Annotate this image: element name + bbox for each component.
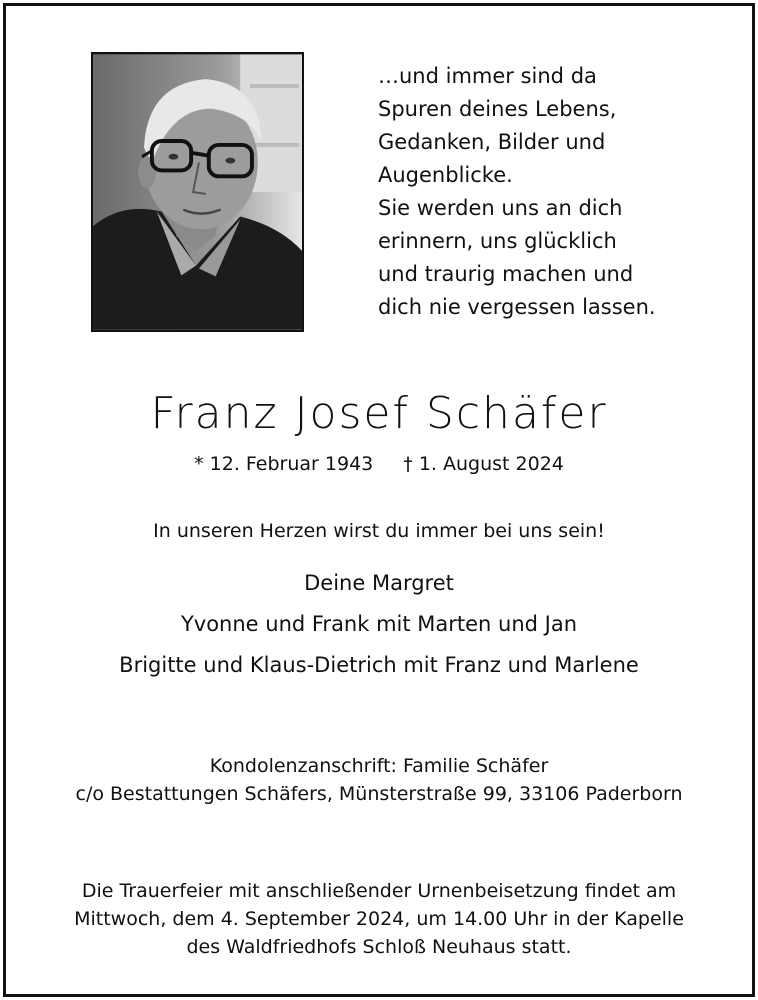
service-line: Die Trauerfeier mit anschließender Urnenbeisetzung findet am bbox=[81, 880, 677, 902]
poem-line: erinnern, uns glücklich bbox=[378, 229, 617, 253]
death-date: † 1. August 2024 bbox=[403, 453, 564, 475]
mourner-line: Yvonne und Frank mit Marten und Jan bbox=[180, 612, 578, 636]
poem bbox=[378, 60, 708, 324]
poem-line: Gedanken, Bilder und bbox=[378, 130, 606, 154]
address-line: Kondolenzanschrift: Familie Schäfer bbox=[209, 755, 549, 777]
mourner-line: Brigitte und Klaus-Dietrich mit Franz und Marlene bbox=[119, 653, 639, 677]
life-dates bbox=[0, 453, 758, 475]
motto: In unseren Herzen wirst du immer bei uns sein! bbox=[153, 520, 605, 542]
poem-line: Sie werden uns an dich bbox=[378, 196, 623, 220]
poem-line: und traurig machen und bbox=[378, 262, 634, 286]
portrait-photo bbox=[91, 52, 304, 332]
poem-line: …und immer sind da bbox=[378, 64, 597, 88]
poem-line: Augenblicke. bbox=[378, 163, 513, 187]
mourners-list bbox=[0, 563, 758, 686]
mourner-line: Deine Margret bbox=[304, 571, 454, 595]
condolence-address bbox=[0, 752, 758, 808]
portrait-image bbox=[93, 54, 302, 330]
funeral-service-info bbox=[0, 877, 758, 961]
service-line: des Waldfriedhofs Schloß Neuhaus statt. bbox=[186, 936, 572, 958]
deceased-name: Franz Josef Schäfer bbox=[150, 388, 608, 439]
service-line: Mittwoch, dem 4. September 2024, um 14.00 Uhr in der Kapelle bbox=[74, 908, 684, 930]
birth-date: * 12. Februar 1943 bbox=[194, 453, 374, 475]
poem-line: Spuren deines Lebens, bbox=[378, 97, 617, 121]
address-line: c/o Bestattungen Schäfers, Münsterstraße 99, 33106 Paderborn bbox=[75, 783, 683, 805]
poem-line: dich nie vergessen lassen. bbox=[378, 295, 656, 319]
